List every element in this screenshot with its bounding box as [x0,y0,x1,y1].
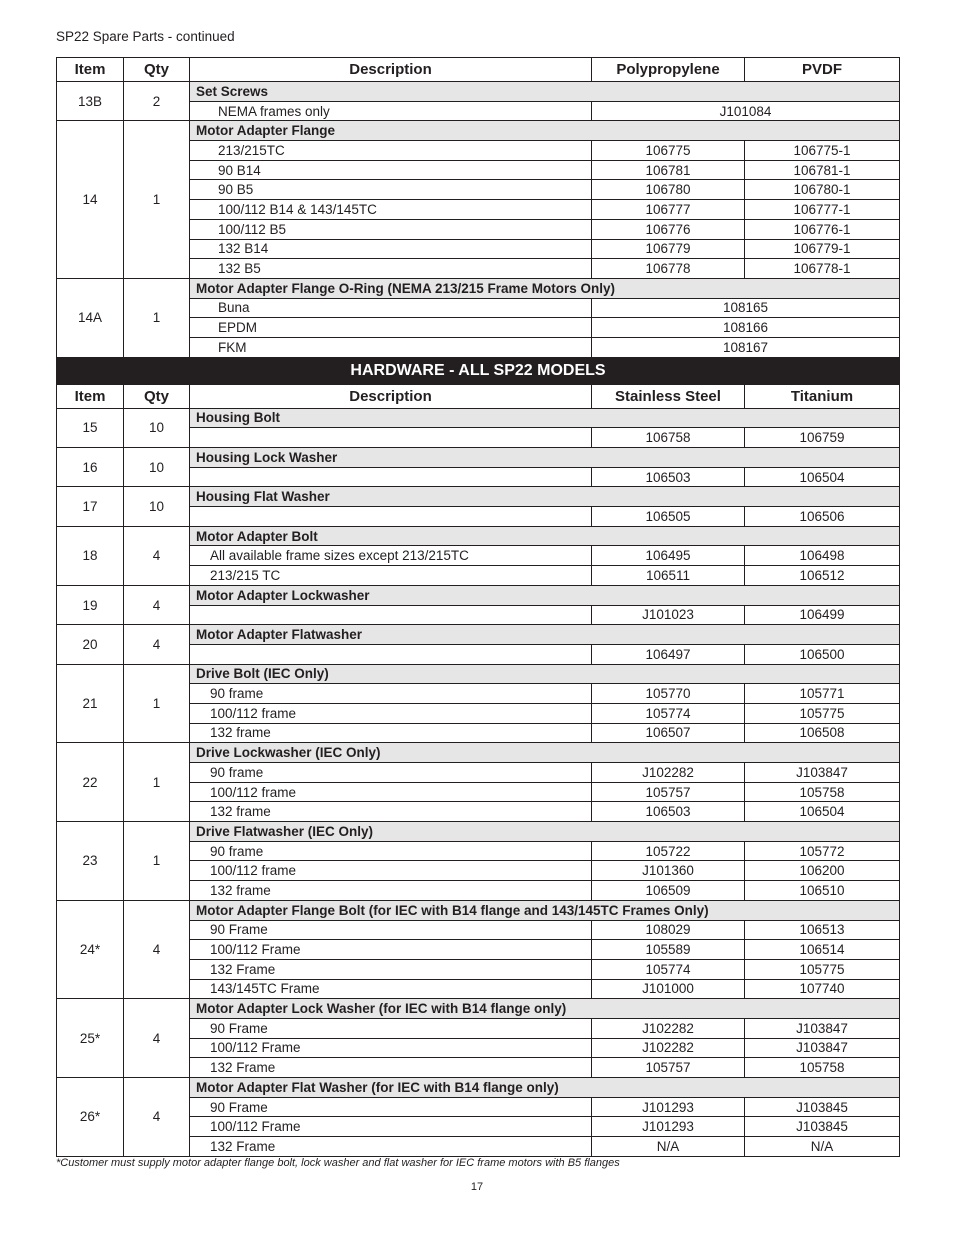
part-number-a: 105722 [592,841,745,861]
item-number: 22 [57,743,124,822]
column-header-material-b: Titanium [745,384,900,408]
part-number-b: J103847 [745,763,900,783]
part-description: 90 frame [190,763,592,783]
part-number-a: J101360 [592,861,745,881]
part-description: 132 Frame [190,959,592,979]
quantity: 10 [124,487,190,526]
group-title-row [57,121,900,141]
part-group-title: Drive Bolt (IEC Only) [190,664,900,684]
part-number-a: 105757 [592,1058,745,1078]
part-number-b: 105758 [745,782,900,802]
part-description: 100/112 frame [190,861,592,881]
quantity: 1 [124,822,190,901]
item-number: 14 [57,121,124,279]
page-number: 17 [470,1181,484,1193]
group-title-row [57,487,900,507]
part-description: NEMA frames only [190,101,592,121]
group-title-row [57,448,900,468]
part-number-a: 106780 [592,180,745,200]
group-title-row [57,526,900,546]
part-number-a: 106777 [592,200,745,220]
quantity: 4 [124,585,190,624]
part-description: 90 Frame [190,920,592,940]
table-header-row [57,384,900,408]
part-number-a: J101000 [592,979,745,999]
part-description: 213/215TC [190,141,592,161]
quantity: 2 [124,82,190,121]
part-number-b: 106508 [745,723,900,743]
part-group-title: Motor Adapter Flange Bolt (for IEC with B14 flange and 143/145TC Frames Only) [190,900,900,920]
part-number-a: 106781 [592,160,745,180]
spare-parts-table [56,57,900,1157]
part-number-a: J101293 [592,1097,745,1117]
part-number-a: 106511 [592,566,745,586]
part-number-b: 106512 [745,566,900,586]
item-number: 17 [57,487,124,526]
part-description: 132 B14 [190,239,592,259]
part-description: 132 frame [190,723,592,743]
quantity: 4 [124,625,190,664]
part-number-a: 106775 [592,141,745,161]
part-description: 100/112 Frame [190,1117,592,1137]
column-header-item: Item [57,58,124,82]
part-group-title: Motor Adapter Flange O-Ring (NEMA 213/215 Frame Motors Only) [190,278,900,298]
part-description: 132 B5 [190,259,592,279]
part-number-b: 106780-1 [745,180,900,200]
part-number-a: 106503 [592,802,745,822]
quantity: 4 [124,900,190,998]
part-group-title: Housing Flat Washer [190,487,900,507]
group-title-row [57,822,900,842]
column-header-material-a: Stainless Steel [592,384,745,408]
part-description: 90 Frame [190,1018,592,1038]
part-number-a: 106503 [592,467,745,487]
part-description: 132 Frame [190,1058,592,1078]
part-number-b: 106506 [745,507,900,527]
part-number-b: 106759 [745,428,900,448]
part-group-title: Set Screws [190,82,900,102]
part-description: EPDM [190,318,592,338]
item-number: 14A [57,278,124,357]
part-number-b: N/A [745,1137,900,1157]
item-number: 20 [57,625,124,664]
part-number-a: 106497 [592,644,745,664]
item-number: 21 [57,664,124,743]
part-group-title: Motor Adapter Flange [190,121,900,141]
part-number-a: 106776 [592,219,745,239]
part-group-title: Motor Adapter Lock Washer (for IEC with B14 flange only) [190,999,900,1019]
part-description [190,605,592,625]
part-description: 100/112 frame [190,782,592,802]
part-number-b: J103845 [745,1097,900,1117]
part-number-a: 106778 [592,259,745,279]
part-number-b: 107740 [745,979,900,999]
hardware-section-row [57,357,900,384]
column-header-description: Description [190,384,592,408]
part-number-b: 106499 [745,605,900,625]
column-header-material-b: PVDF [745,58,900,82]
group-title-row [57,999,900,1019]
part-number: 108167 [592,337,900,357]
group-title-row [57,900,900,920]
part-number-b: 105775 [745,703,900,723]
part-number-a: 105589 [592,940,745,960]
part-description: 100/112 Frame [190,1038,592,1058]
part-number-b: 106200 [745,861,900,881]
item-number: 19 [57,585,124,624]
item-number: 18 [57,526,124,585]
item-number: 23 [57,822,124,901]
part-number-b: 106500 [745,644,900,664]
part-description [190,467,592,487]
part-group-title: Motor Adapter Flatwasher [190,625,900,645]
quantity: 4 [124,1078,190,1157]
part-description: 90 Frame [190,1097,592,1117]
part-group-title: Motor Adapter Lockwasher [190,585,900,605]
part-number-b: 105775 [745,959,900,979]
part-group-title: Motor Adapter Bolt [190,526,900,546]
part-description: 132 Frame [190,1137,592,1157]
part-number-a: 106779 [592,239,745,259]
part-number-a: J102282 [592,1018,745,1038]
part-description: 100/112 B5 [190,219,592,239]
part-description: 143/145TC Frame [190,979,592,999]
footnote: *Customer must supply motor adapter flange bolt, lock washer and flat washer for IEC frame motors with B5 flanges [56,1157,620,1169]
part-number-a: 106758 [592,428,745,448]
table-header-row [57,58,900,82]
part-description: FKM [190,337,592,357]
part-number-a: J102282 [592,1038,745,1058]
item-number: 24* [57,900,124,998]
quantity: 1 [124,278,190,357]
part-number-b: 106514 [745,940,900,960]
part-description: All available frame sizes except 213/215TC [190,546,592,566]
part-number-b: 106775-1 [745,141,900,161]
part-number-b: J103847 [745,1038,900,1058]
part-group-title: Drive Flatwasher (IEC Only) [190,822,900,842]
part-number-b: 106779-1 [745,239,900,259]
part-number-b: 106504 [745,802,900,822]
part-description: 90 frame [190,841,592,861]
part-number-b: 106777-1 [745,200,900,220]
column-header-description: Description [190,58,592,82]
part-number-a: 108029 [592,920,745,940]
part-number: 108166 [592,318,900,338]
group-title-row [57,408,900,428]
part-number: J101084 [592,101,900,121]
part-group-title: Housing Lock Washer [190,448,900,468]
part-number-b: J103845 [745,1117,900,1137]
part-number-a: N/A [592,1137,745,1157]
part-number-a: J102282 [592,763,745,783]
part-number-b: 106510 [745,881,900,901]
column-header-qty: Qty [124,384,190,408]
part-description: 100/112 B14 & 143/145TC [190,200,592,220]
part-number-b: 106513 [745,920,900,940]
group-title-row [57,278,900,298]
group-title-row [57,82,900,102]
quantity: 1 [124,664,190,743]
part-number-a: 106505 [592,507,745,527]
part-number-b: 105771 [745,684,900,704]
group-title-row [57,743,900,763]
part-number-a: 105770 [592,684,745,704]
part-description: 90 frame [190,684,592,704]
part-description: 90 B14 [190,160,592,180]
column-header-material-a: Polypropylene [592,58,745,82]
part-description: 90 B5 [190,180,592,200]
part-description: 100/112 Frame [190,940,592,960]
page-header: SP22 Spare Parts - continued [56,29,235,44]
item-number: 26* [57,1078,124,1157]
item-number: 16 [57,448,124,487]
part-description: 132 frame [190,881,592,901]
part-number-b: 106504 [745,467,900,487]
part-number-b: J103847 [745,1018,900,1038]
part-number-a: 106509 [592,881,745,901]
quantity: 10 [124,408,190,447]
part-number-a: 105774 [592,703,745,723]
item-number: 25* [57,999,124,1078]
quantity: 1 [124,121,190,279]
part-number-a: J101023 [592,605,745,625]
column-header-item: Item [57,384,124,408]
hardware-section-title: HARDWARE - ALL SP22 MODELS [57,357,900,384]
part-number-a: 105774 [592,959,745,979]
part-number-b: 106778-1 [745,259,900,279]
part-number-a: 105757 [592,782,745,802]
group-title-row [57,1078,900,1098]
part-description: Buna [190,298,592,318]
part-number-b: 106498 [745,546,900,566]
part-number-b: 106781-1 [745,160,900,180]
part-description: 213/215 TC [190,566,592,586]
part-group-title: Motor Adapter Flat Washer (for IEC with B14 flange only) [190,1078,900,1098]
part-number-b: 105758 [745,1058,900,1078]
item-number: 15 [57,408,124,447]
quantity: 4 [124,999,190,1078]
part-description [190,428,592,448]
column-header-qty: Qty [124,58,190,82]
quantity: 10 [124,448,190,487]
part-description [190,644,592,664]
quantity: 1 [124,743,190,822]
part-number: 108165 [592,298,900,318]
part-description: 100/112 frame [190,703,592,723]
item-number: 13B [57,82,124,121]
part-description: 132 frame [190,802,592,822]
part-number-a: 106495 [592,546,745,566]
part-group-title: Drive Lockwasher (IEC Only) [190,743,900,763]
group-title-row [57,664,900,684]
part-number-b: 106776-1 [745,219,900,239]
group-title-row [57,625,900,645]
part-description [190,507,592,527]
part-number-a: J101293 [592,1117,745,1137]
part-group-title: Housing Bolt [190,408,900,428]
quantity: 4 [124,526,190,585]
group-title-row [57,585,900,605]
part-number-a: 106507 [592,723,745,743]
part-number-b: 105772 [745,841,900,861]
